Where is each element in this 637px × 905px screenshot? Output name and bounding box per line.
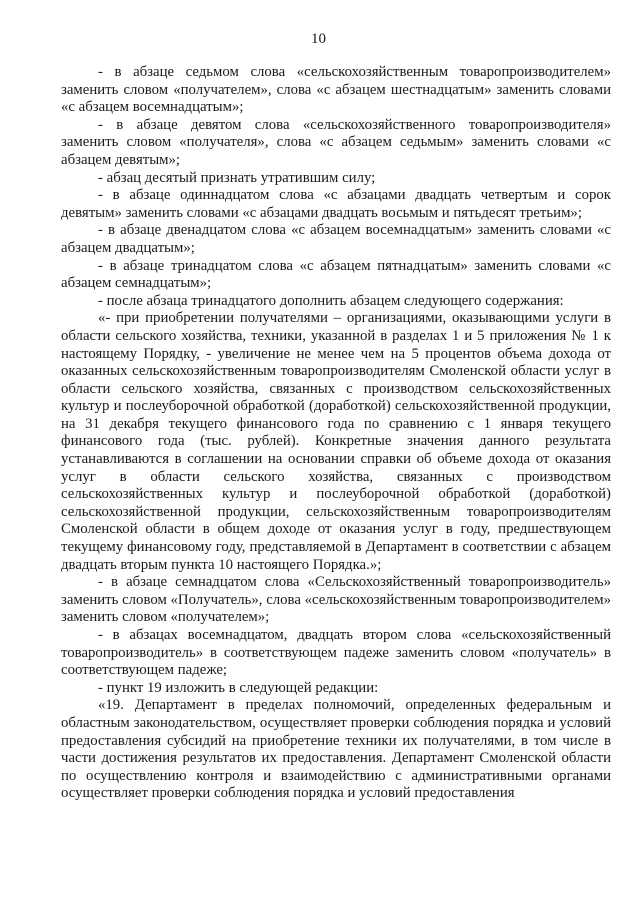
paragraph: - в абзаце девятом слова «сельскохозяйственного товаропроизводителя» заменить словом «получателя», слова «с абзацем седьмым» заменить словами «с абзацем девятым»;: [61, 116, 611, 168]
paragraph: - в абзаце тринадцатом слова «с абзацем пятнадцатым» заменить словами «с абзацем семнадцатым»;: [61, 257, 611, 292]
paragraph: - в абзацах восемнадцатом, двадцать втором слова «сельскохозяйственный товаропроизводитель» в соответствующем падеже заменить словом «получатель» в соответствующем падеже;: [61, 627, 611, 679]
paragraph: - в абзаце седьмом слова «сельскохозяйственным товаропроизводителем» заменить словом «получателем», слова «с абзацем шестнадцатым» заменить словами «с абзацем восемнадцатым»;: [61, 64, 611, 116]
paragraph: - в абзаце двенадцатом слова «с абзацем восемнадцатым» заменить словами «с абзацем двадцатым»;: [61, 222, 611, 256]
document-body: [61, 64, 611, 803]
paragraph: «- при приобретении получателями – организациями, оказывающими услуги в области сельского хозяйства, техники, указанной в разделах 1 и 5 приложения № 1 к настоящему Порядку, - увеличение не менее чем на 5 процентов объема дохода от оказанных сельскохозяйственным товаропроизводителям Смоленской области услуг в области сельского хозяйства, связанных с производством сельскохозяйственных культур и послеуборочной обработкой (доработкой) сельскохозяйственной продукции, на 31 декабря текущего финансового года по сравнению с 1 января текущего финансового года (тыс. рублей). Конкретные значения данного результата устанавливаются в соглашении на основании справки об объеме дохода от оказания услуг в области сельского хозяйства, связанных с производством сельскохозяйственных культур и послеуборочной обработкой (доработкой) сельскохозяйственной продукции, сельскохозяйственным товаропроизводителям Смоленской области в общем доходе от оказания услуг в году, предшествующем текущему финансовому году, представляемой в Департамент в соответствии с абзацем двадцать вторым пункта 10 настоящего Порядка.»;: [61, 310, 611, 573]
paragraph: - в абзаце семнадцатом слова «Сельскохозяйственный товаропроизводитель» заменить словом «Получатель», слова «сельскохозяйственным товаропроизводителем» заменить словом «получателем»;: [61, 574, 611, 626]
paragraph: «19. Департамент в пределах полномочий, определенных федеральным и областным законодательством, осуществляет проверки соблюдения порядка и условий предоставления субсидий на приобретение техники их получателями, в том числе в части достижения результатов их предоставления. Департамент Смоленской области по осуществлению контроля и взаимодействию с административными органами осуществляет проверки соблюдения порядка и условий предоставления: [61, 697, 611, 802]
page-number: 10: [311, 31, 326, 47]
paragraph: - после абзаца тринадцатого дополнить абзацем следующего содержания:: [98, 292, 564, 309]
paragraph: - абзац десятый признать утратившим силу;: [98, 169, 376, 186]
paragraph: - пункт 19 изложить в следующей редакции:: [98, 679, 379, 696]
paragraph: - в абзаце одиннадцатом слова «с абзацами двадцать четвертым и сорок девятым» заменить словами «с абзацами двадцать восьмым и пятьдесят третьим»;: [61, 187, 611, 221]
